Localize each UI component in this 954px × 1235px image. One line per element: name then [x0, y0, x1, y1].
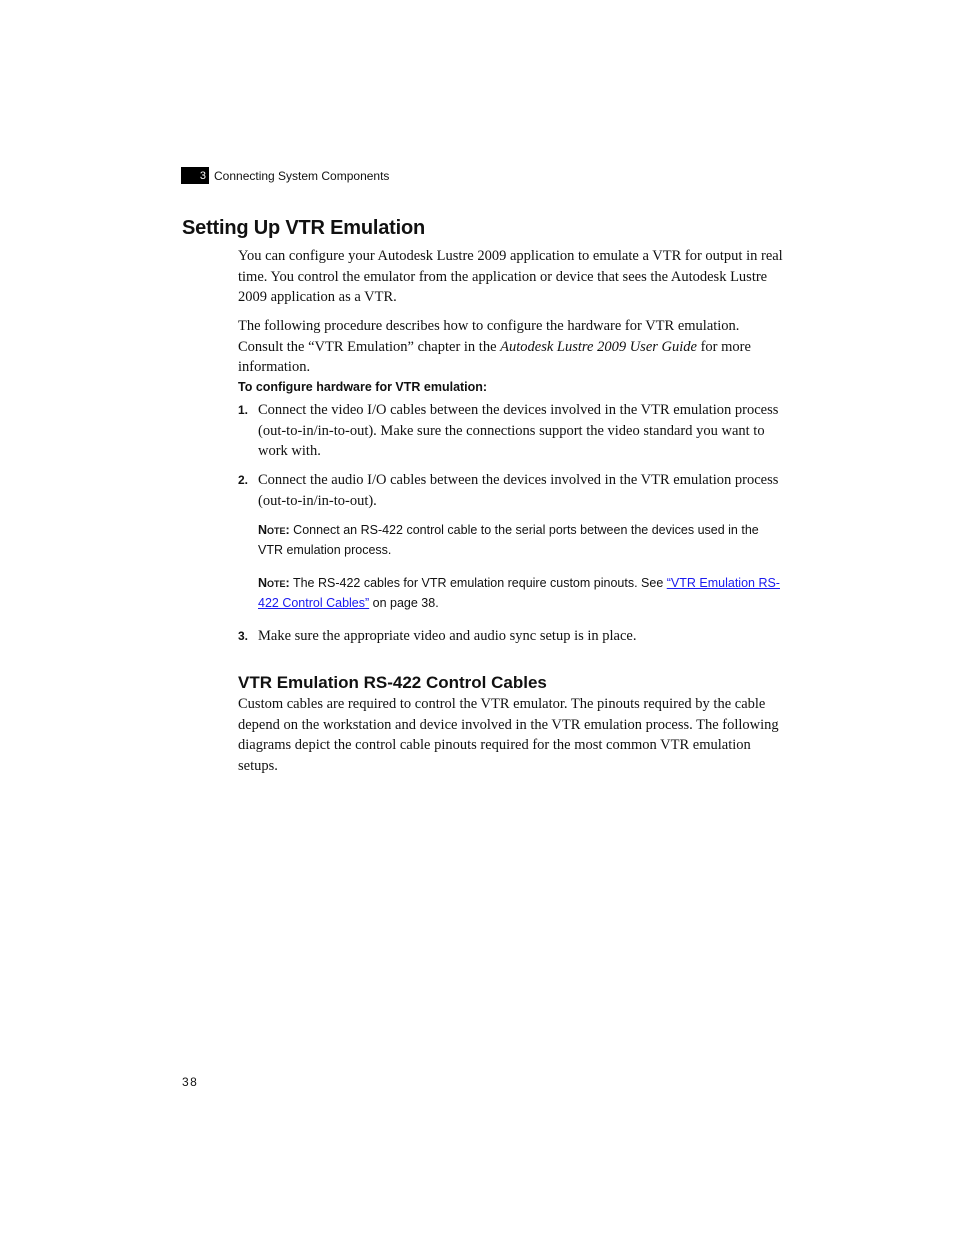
intro-paragraph-2-tail: for more information.	[238, 338, 751, 375]
user-guide-title: Autodesk Lustre 2009 User Guide	[500, 338, 697, 355]
intro-paragraph-2-text: The following procedure describes how to configure the hardware for VTR emulation. Consult the “VTR Emulation” chapter in the	[238, 318, 740, 355]
step-text: Make sure the appropriate video and audio sync setup is in place.	[258, 628, 637, 644]
procedure-heading: To configure hardware for VTR emulation:	[238, 380, 488, 394]
page-title: Setting Up VTR Emulation	[182, 217, 425, 239]
note-label: Note:	[258, 576, 290, 590]
procedure-step	[238, 626, 786, 647]
section-paragraph: Custom cables are required to control the VTR emulator. The pinouts required by the cable depend on the workstation and device involved in the VTR emulation process. The following diagrams depict the control cable pinouts required for the most common VTR emulation setups.	[238, 696, 779, 774]
note-text-tail: on page 38.	[369, 596, 439, 610]
note-text: Connect an RS-422 control cable to the serial ports between the devices used in the VTR emulation process.	[258, 523, 759, 557]
intro-paragraph-2	[238, 316, 786, 378]
step-number: 3.	[238, 629, 249, 643]
step-number: 1.	[238, 403, 249, 417]
running-header	[181, 167, 389, 184]
step-text: Connect the audio I/O cables between the devices involved in the VTR emulation process (out-to-in/in-to-out).	[258, 472, 779, 509]
note-label: Note:	[258, 523, 290, 537]
procedure-step	[238, 400, 786, 462]
note-text: The RS-422 cables for VTR emulation require custom pinouts. See	[289, 576, 667, 590]
step-text: Connect the video I/O cables between the devices involved in the VTR emulation process (out-to-in/in-to-out). Make sure the connections support the video standard you want to work with.	[258, 402, 779, 459]
chapter-number-badge: 3	[181, 167, 209, 184]
note-custom-pinouts	[258, 573, 786, 613]
intro-paragraph-1: You can configure your Autodesk Lustre 2009 application to emulate a VTR for output in real time. You control the emulator from the application or device that sees the Autodesk Lustre 2009 application as a VTR.	[238, 248, 783, 305]
control-cables-link[interactable]: “VTR Emulation RS-422 Control Cables”	[258, 576, 780, 610]
procedure-step	[238, 470, 786, 511]
chapter-title: Connecting System Components	[214, 168, 390, 183]
step-number: 2.	[238, 473, 249, 487]
page-number: 38	[182, 1075, 199, 1089]
section-heading: VTR Emulation RS-422 Control Cables	[238, 673, 547, 692]
note-serial-cable	[258, 520, 786, 560]
